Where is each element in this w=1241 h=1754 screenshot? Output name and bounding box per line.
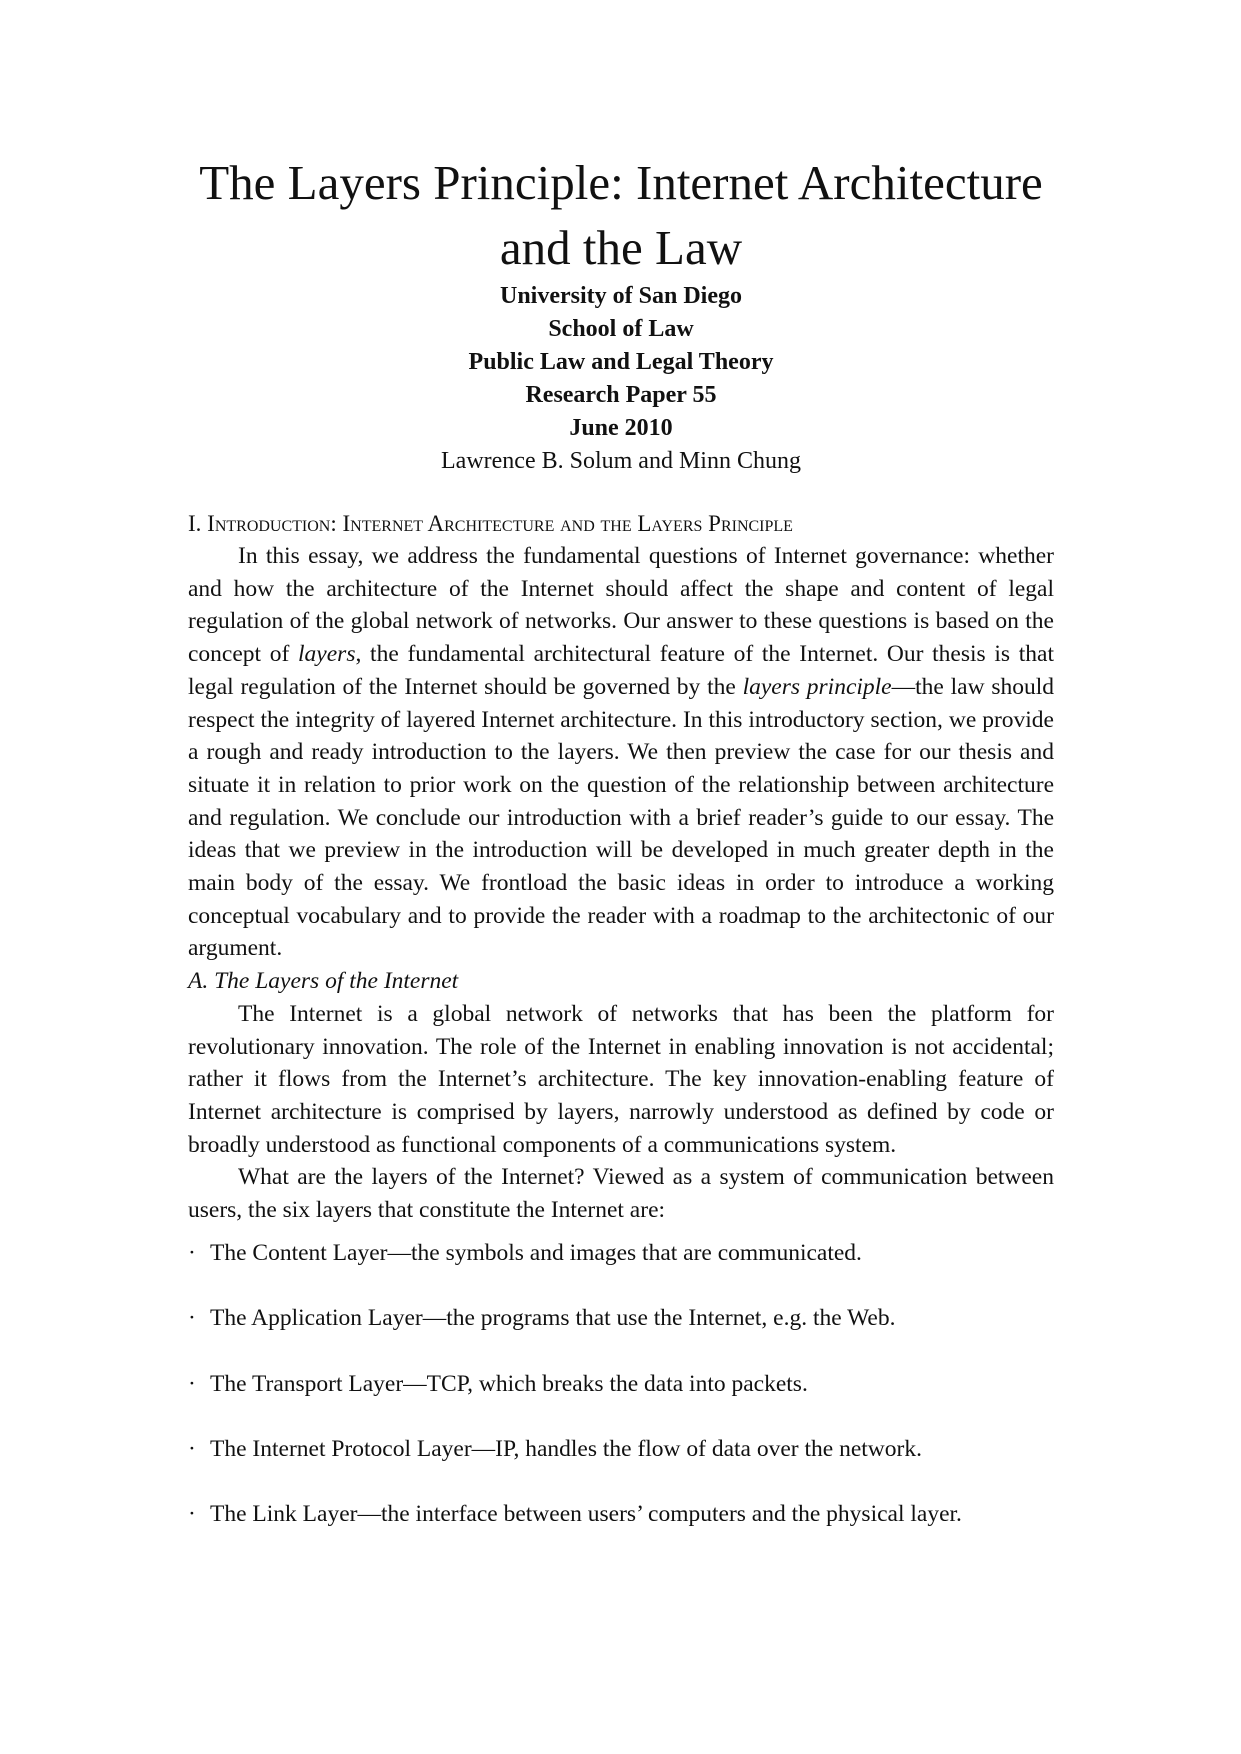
affiliation-paper-number: Research Paper 55 <box>525 382 717 408</box>
section-heading: I. Introduction: Internet Architecture and the Layers Principle <box>188 511 793 536</box>
list-item-text: The Internet Protocol Layer—IP, handles the flow of data over the network. <box>210 1435 922 1462</box>
layers-list <box>188 1237 1054 1531</box>
intro-emphasis-layers: layers <box>298 641 356 668</box>
layers-paragraph-2: What are the layers of the Internet? Viewed as a system of communication between users, the six layers that constitute the Internet are: <box>188 1164 1054 1224</box>
intro-emphasis-layers-principle: layers principle <box>742 673 892 700</box>
affiliation-university: University of San Diego <box>500 283 742 309</box>
intro-text-2: , the fundamental architectural feature of the Internet. Our thesis is that legal regulation of the Internet should be governed by the <box>188 641 1054 700</box>
list-item <box>188 1498 1054 1531</box>
affiliation-series: Public Law and Legal Theory <box>468 349 774 375</box>
list-item <box>188 1433 1054 1466</box>
bullet-symbol: · <box>188 1501 196 1528</box>
paper-title: The Layers Principle: Internet Architecture and the Law <box>199 155 1043 275</box>
list-item <box>188 1237 1054 1270</box>
intro-paragraph <box>188 540 1054 965</box>
bullet-symbol: · <box>188 1435 196 1462</box>
layers-paragraph-1: The Internet is a global network of networks that has been the platform for revolutionary innovation. The role of the Internet in enabling innovation is not accidental; rather it flows from the Internet’s architecture. The key innovation-enabling feature of Internet architecture is comprised by layers, narrowly understood as defined by code or broadly understood as functional components of a communications system. <box>188 1000 1054 1158</box>
list-item <box>188 1368 1054 1401</box>
intro-text-3: —the law should respect the integrity of layered Internet architecture. In this introductory section, we provide a rough and ready introduction to the layers. We then preview the case for our thesis and situate it in relation to prior work on the question of the relationship between architecture and regulation. We conclude our introduction with a brief reader’s guide to our essay. The ideas that we preview in the introduction will be developed in much greater depth in the main body of the essay. We frontload the basic ideas in order to introduce a working conceptual vocabulary and to provide the reader with a roadmap to the architectonic of our argument. <box>188 673 1054 962</box>
list-item-text: The Application Layer—the programs that use the Internet, e.g. the Web. <box>210 1305 896 1332</box>
authors: Lawrence B. Solum and Minn Chung <box>441 448 801 474</box>
affiliation-block <box>188 280 1054 445</box>
bullet-symbol: · <box>188 1370 196 1397</box>
affiliation-date: June 2010 <box>569 415 673 441</box>
bullet-symbol: · <box>188 1239 196 1266</box>
list-item-text: The Transport Layer—TCP, which breaks the data into packets. <box>210 1370 808 1397</box>
bullet-symbol: · <box>188 1305 196 1332</box>
document-page <box>188 150 1054 1564</box>
affiliation-school: School of Law <box>548 316 694 342</box>
list-item-text: The Link Layer—the interface between users’ computers and the physical layer. <box>210 1501 962 1528</box>
subsection-heading: A. The Layers of the Internet <box>188 968 459 995</box>
list-item <box>188 1302 1054 1335</box>
list-item-text: The Content Layer—the symbols and images that are communicated. <box>210 1239 862 1266</box>
intro-text-1: In this essay, we address the fundamental questions of Internet governance: whether and how the architecture of the Internet should affect the shape and content of legal regulation of the global network of networks. Our answer to these questions is based on the concept of <box>188 543 1054 668</box>
